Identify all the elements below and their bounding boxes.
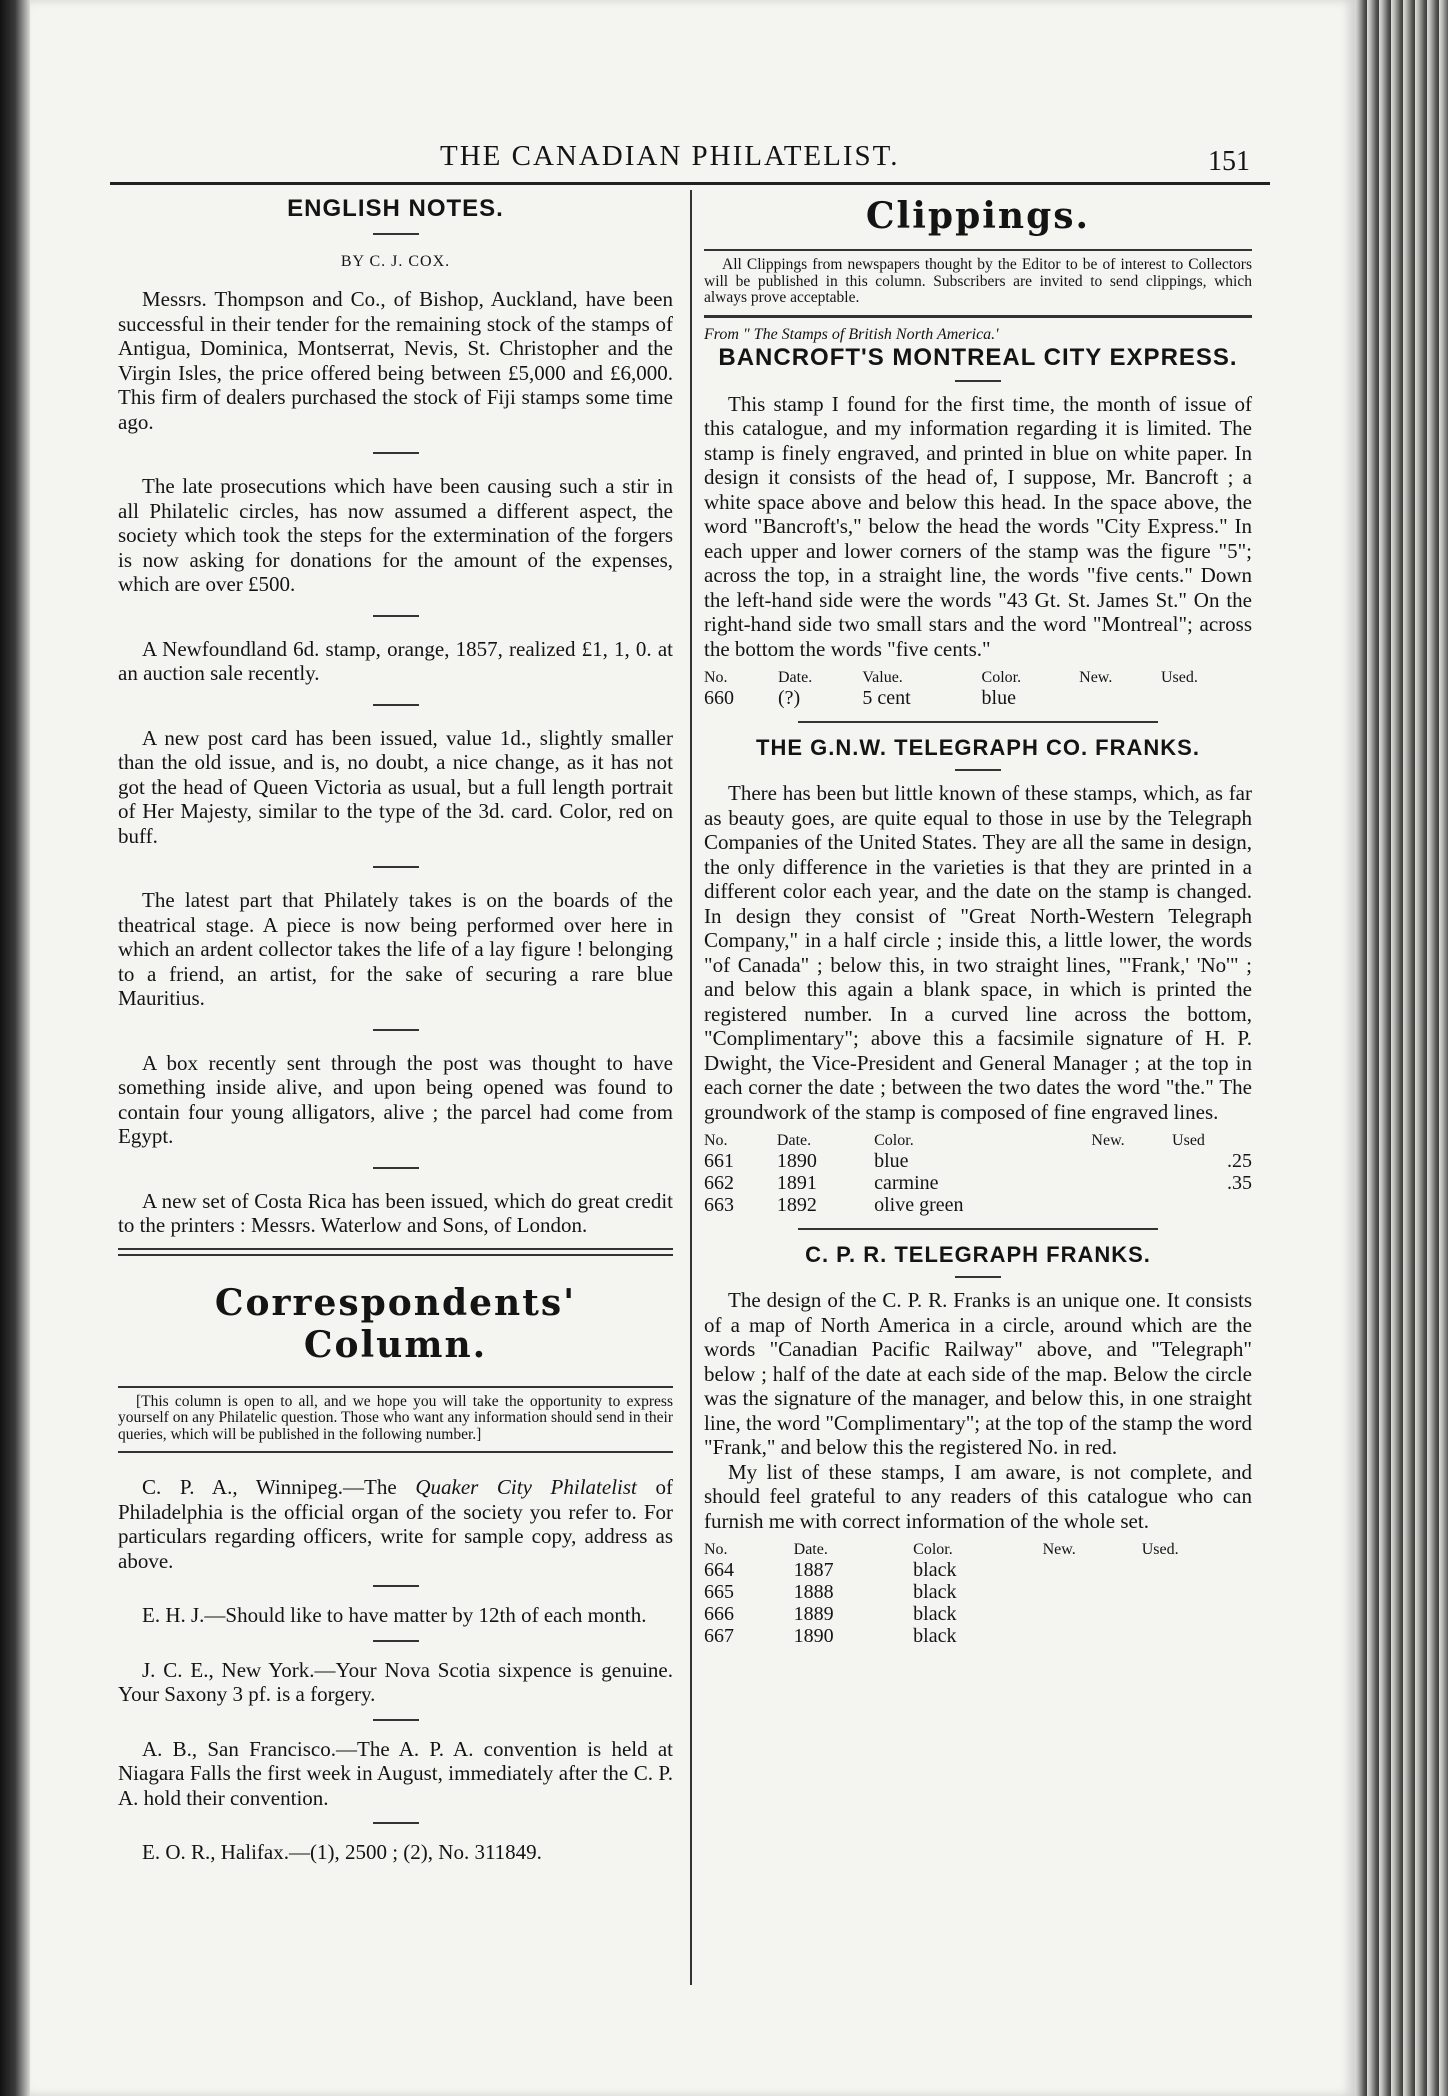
table-cell: 665 <box>704 1581 734 1603</box>
column-header: Date. <box>776 1132 812 1149</box>
table-cell: 664 <box>704 1559 734 1581</box>
column-header: New. <box>1079 669 1113 686</box>
table-cell: 1887 <box>793 1559 834 1581</box>
table-cell: 5 cent <box>862 687 911 709</box>
table-header-row <box>704 669 1252 687</box>
entry-text: J. C. E., New York.—Your Nova Scotia sixpence is genuine. Your Saxony 3 pf. is a forgery. <box>118 1657 673 1706</box>
correspondents-note: [This column is open to all, and we hope you will take the opportunity to express yourself on any Philatelic question. Those who want any information should send in their queries, which will be published in the following number.] <box>118 1392 673 1443</box>
source-line: From " The Stamps of British North America.' <box>704 325 999 343</box>
english-notes-paragraph: A Newfoundland 6d. stamp, orange, 1857, realized £1, 1, 0. at an auction sale recently. <box>118 636 673 685</box>
table-cell: 660 <box>704 687 734 709</box>
table-cell <box>1043 1625 1142 1647</box>
column-header: New. <box>1042 1541 1076 1558</box>
column-header: Color. <box>981 669 1022 686</box>
article-title: BANCROFT'S MONTREAL CITY EXPRESS. <box>718 343 1238 371</box>
correspondents-section <box>118 1282 673 1865</box>
table-header-row <box>704 1132 1252 1150</box>
byline: BY C. J. COX. <box>340 253 451 270</box>
correspondents-entries <box>118 1475 673 1865</box>
table-cell: .25 <box>1227 1150 1252 1172</box>
table-cell: 1889 <box>793 1603 834 1625</box>
table-cell: 661 <box>704 1150 734 1172</box>
clippings-articles <box>704 344 1252 1648</box>
page <box>30 0 1355 2096</box>
english-notes-paragraph: A box recently sent through the post was thought to have something inside alive, and upon being opened was found to contain four young alligators, alive ; the parcel had come from Egypt. <box>118 1050 673 1148</box>
correspondents-heading: Correspondents' Column. <box>214 1281 577 1366</box>
table-cell: black <box>913 1603 957 1625</box>
table-cell: black <box>913 1581 957 1603</box>
table-cell: black <box>913 1625 957 1647</box>
table-cell <box>1172 1194 1252 1216</box>
correspondent-entry <box>118 1603 673 1628</box>
divider <box>118 1386 673 1388</box>
table-cell: 1890 <box>776 1150 817 1172</box>
table-cell: carmine <box>874 1172 939 1194</box>
divider <box>955 769 1001 771</box>
english-notes-heading: ENGLISH NOTES. <box>287 195 504 222</box>
divider <box>373 704 419 706</box>
table-cell <box>1091 1194 1172 1216</box>
divider <box>955 380 1001 382</box>
divider <box>373 452 419 454</box>
table-cell: 1890 <box>793 1625 834 1647</box>
table-cell: blue <box>874 1150 909 1172</box>
column-header: Used <box>1172 1132 1205 1149</box>
entry-text: E. O. R., Halifax.—(1), 2500 ; (2), No. 311849. <box>142 1840 542 1864</box>
table-row <box>704 1194 1252 1216</box>
table-cell: .35 <box>1227 1172 1252 1194</box>
english-notes-paragraph: Messrs. Thompson and Co., of Bishop, Auckland, have been successful in their tender for the remaining stock of the stamps of Antigua, Dominica, Montserrat, Nevis, St. Christopher and the Virgin Isles, the price offered being between £5,000 and £6,000. This firm of dealers purchased the stock of Fiji stamps some time ago. <box>118 287 673 434</box>
table-cell <box>1142 1559 1252 1581</box>
clippings-note: All Clippings from newspapers thought by the Editor to be of interest to Collectors will be published in this column. Subscribers are invited to send clippings, which always prove acceptable. <box>704 256 1252 306</box>
divider <box>798 721 1158 723</box>
table-cell: 663 <box>704 1194 734 1216</box>
english-notes-paragraph: The late prosecutions which have been causing such a stir in all Philatelic circles, has now assumed a different aspect, the society which took the steps for the extermination of the forgers is now asking for donations for the amount of the expenses, which are over £500. <box>118 474 673 596</box>
table-header-row <box>704 1541 1252 1559</box>
table-cell: 662 <box>704 1172 734 1194</box>
column-header: Used. <box>1141 1541 1179 1558</box>
table-row <box>704 1559 1252 1581</box>
entry-text: of Philadelphia is the official organ of the society you refer to. For particulars regarding officers, write for sample copy, address as above. <box>118 1475 673 1573</box>
table-row <box>704 1172 1252 1194</box>
table-cell <box>1043 1603 1142 1625</box>
table-cell <box>1043 1559 1142 1581</box>
catalogue-table <box>704 669 1252 709</box>
divider <box>373 233 419 235</box>
english-notes-body <box>118 287 673 1238</box>
column-divider <box>690 190 692 1985</box>
article-paragraph: The design of the C. P. R. Franks is an unique one. It consists of a map of North America in a circle, around which are the words "Canadian Pacific Railway" above, and "Telegraph" below ; half of the date at each side of the map. Below the circle was the signature of the manager, and below this, in one straight line, the word "Complimentary"; at the top of the stamp the word "Frank," and below this the registered No. in red. <box>704 1288 1252 1459</box>
correspondent-entry <box>118 1658 673 1707</box>
table-cell: (?) <box>778 687 801 709</box>
divider <box>373 1585 419 1587</box>
article-paragraph: My list of these stamps, I am aware, is not complete, and should feel grateful to any readers of this catalogue who can furnish me with correct information of the whole set. <box>704 1459 1252 1533</box>
table-row <box>704 1581 1252 1603</box>
table-cell <box>1142 1581 1252 1603</box>
running-head: THE CANADIAN PHILATELIST. <box>440 140 900 172</box>
table-cell <box>1142 1603 1252 1625</box>
right-column <box>704 195 1252 1647</box>
divider <box>373 1167 419 1169</box>
correspondent-entry <box>118 1475 673 1573</box>
table-cell <box>1091 1150 1172 1172</box>
article-paragraph: This stamp I found for the first time, the month of issue of this catalogue, and my information regarding it is limited. The stamp is finely engraved, and printed in blue on white paper. In design it consists of the head of, I suppose, Mr. Bancroft ; a white space above and below this head. In the space above, the word "Bancroft's," below the head the words "City Express." In each upper and lower corners of the stamp was the figure "5"; across the top, in a straight line, the words "five cents." Down the left-hand side were the words "43 Gt. St. James St." On the right-hand side two small stars and the word "Montreal"; across the bottom the words "five cents." <box>704 391 1252 661</box>
divider <box>798 1228 1158 1230</box>
divider <box>373 1719 419 1721</box>
table-cell: black <box>913 1559 957 1581</box>
correspondent-entry <box>118 1737 673 1811</box>
table-cell: 667 <box>704 1625 734 1647</box>
table-row <box>704 1625 1252 1647</box>
header-rule <box>110 182 1270 185</box>
column-header: New. <box>1091 1132 1125 1149</box>
divider <box>704 315 1252 318</box>
column-header: Color. <box>874 1132 914 1149</box>
table-cell: blue <box>981 687 1016 709</box>
column-header: Value. <box>862 669 903 686</box>
table-cell <box>1161 687 1252 709</box>
column-header: Used. <box>1160 669 1198 686</box>
table-row <box>704 1603 1252 1625</box>
catalogue-table <box>704 1541 1252 1647</box>
column-header: No. <box>704 669 728 686</box>
english-notes-paragraph: The latest part that Philately takes is on the boards of the theatrical stage. A piece is now being performed over here in which an ardent collector takes the life of a lay figure ! belonging to a friend, an artist, for the sake of securing a rare blue Mauritius. <box>118 888 673 1010</box>
book-spine-edge <box>1355 0 1448 2096</box>
table-cell: olive green <box>874 1194 964 1216</box>
divider <box>373 1640 419 1642</box>
column-header: No. <box>704 1541 728 1558</box>
table-cell <box>1043 1581 1142 1603</box>
section-double-rule <box>118 1248 673 1256</box>
divider <box>373 615 419 617</box>
table-cell <box>1142 1625 1252 1647</box>
table-cell <box>1091 1172 1172 1194</box>
correspondent-entry <box>118 1840 673 1865</box>
english-notes-paragraph: A new set of Costa Rica has been issued, which do great credit to the printers : Messrs. Waterlow and Sons, of London. <box>118 1188 673 1237</box>
table-cell: 666 <box>704 1603 734 1625</box>
table-cell: 1888 <box>793 1581 834 1603</box>
article-title: C. P. R. TELEGRAPH FRANKS. <box>805 1242 1151 1267</box>
divider <box>373 1029 419 1031</box>
column-header: Date. <box>793 1541 828 1558</box>
entry-emphasis: Quaker City Philatelist <box>415 1475 637 1499</box>
entry-text: A. B., San Francisco.—The A. P. A. convention is held at Niagara Falls the first week in August, immediately after the C. P. A. hold their convention. <box>118 1736 673 1810</box>
entry-text: E. H. J.—Should like to have matter by 12th of each month. <box>142 1603 647 1627</box>
english-notes-section <box>118 195 673 1238</box>
table-row <box>704 687 1252 709</box>
divider <box>955 1276 1001 1278</box>
entry-text: C. P. A., Winnipeg.—The <box>142 1475 416 1499</box>
english-notes-paragraph: A new post card has been issued, value 1d., slightly smaller than the old issue, and is, no doubt, a nice change, as it has not got the head of Queen Victoria as usual, but a full length portrait of Her Majesty, similar to the type of the 3d. card. Color, red on buff. <box>118 725 673 848</box>
catalogue-table <box>704 1132 1252 1216</box>
column-header: Color. <box>913 1541 953 1558</box>
column-header: No. <box>704 1132 728 1149</box>
column-header: Date. <box>778 669 813 686</box>
table-cell: 1892 <box>776 1194 817 1216</box>
left-column <box>118 195 673 1877</box>
page-number: 151 <box>1208 146 1250 177</box>
divider <box>118 1451 673 1453</box>
article-paragraph: There has been but little known of these stamps, which, as far as beauty goes, are quite equal to those in use by the Telegraph Companies of the United States. They are all the same in design, the only difference in the varieties is that they are printed in a different color each year, and the date on the stamp is changed. In design they consist of "Great North-Western Telegraph Company," in a half circle ; inside this, a little lower, the words "of Canada" ; below this, in two straight lines, "'Frank,' 'No'" ; and below this again a blank space, in which is printed the registered number. In a curved line across the bottom, "Complimentary"; above this a facsimile signature of H. P. Dwight, the Vice-President and General Manager ; at the top in each corner the date ; between the two dates the word "the." The groundwork of the stamp is composed of fine engraved lines. <box>704 781 1252 1124</box>
clippings-heading: Clippings. <box>865 195 1091 237</box>
divider <box>373 866 419 868</box>
table-cell <box>1079 687 1161 709</box>
table-row <box>704 1150 1252 1172</box>
divider <box>704 249 1252 251</box>
article-title: THE G.N.W. TELEGRAPH CO. FRANKS. <box>756 735 1200 760</box>
divider <box>373 1822 419 1824</box>
binding-edge-left <box>0 0 30 2096</box>
table-cell: 1891 <box>776 1172 817 1194</box>
